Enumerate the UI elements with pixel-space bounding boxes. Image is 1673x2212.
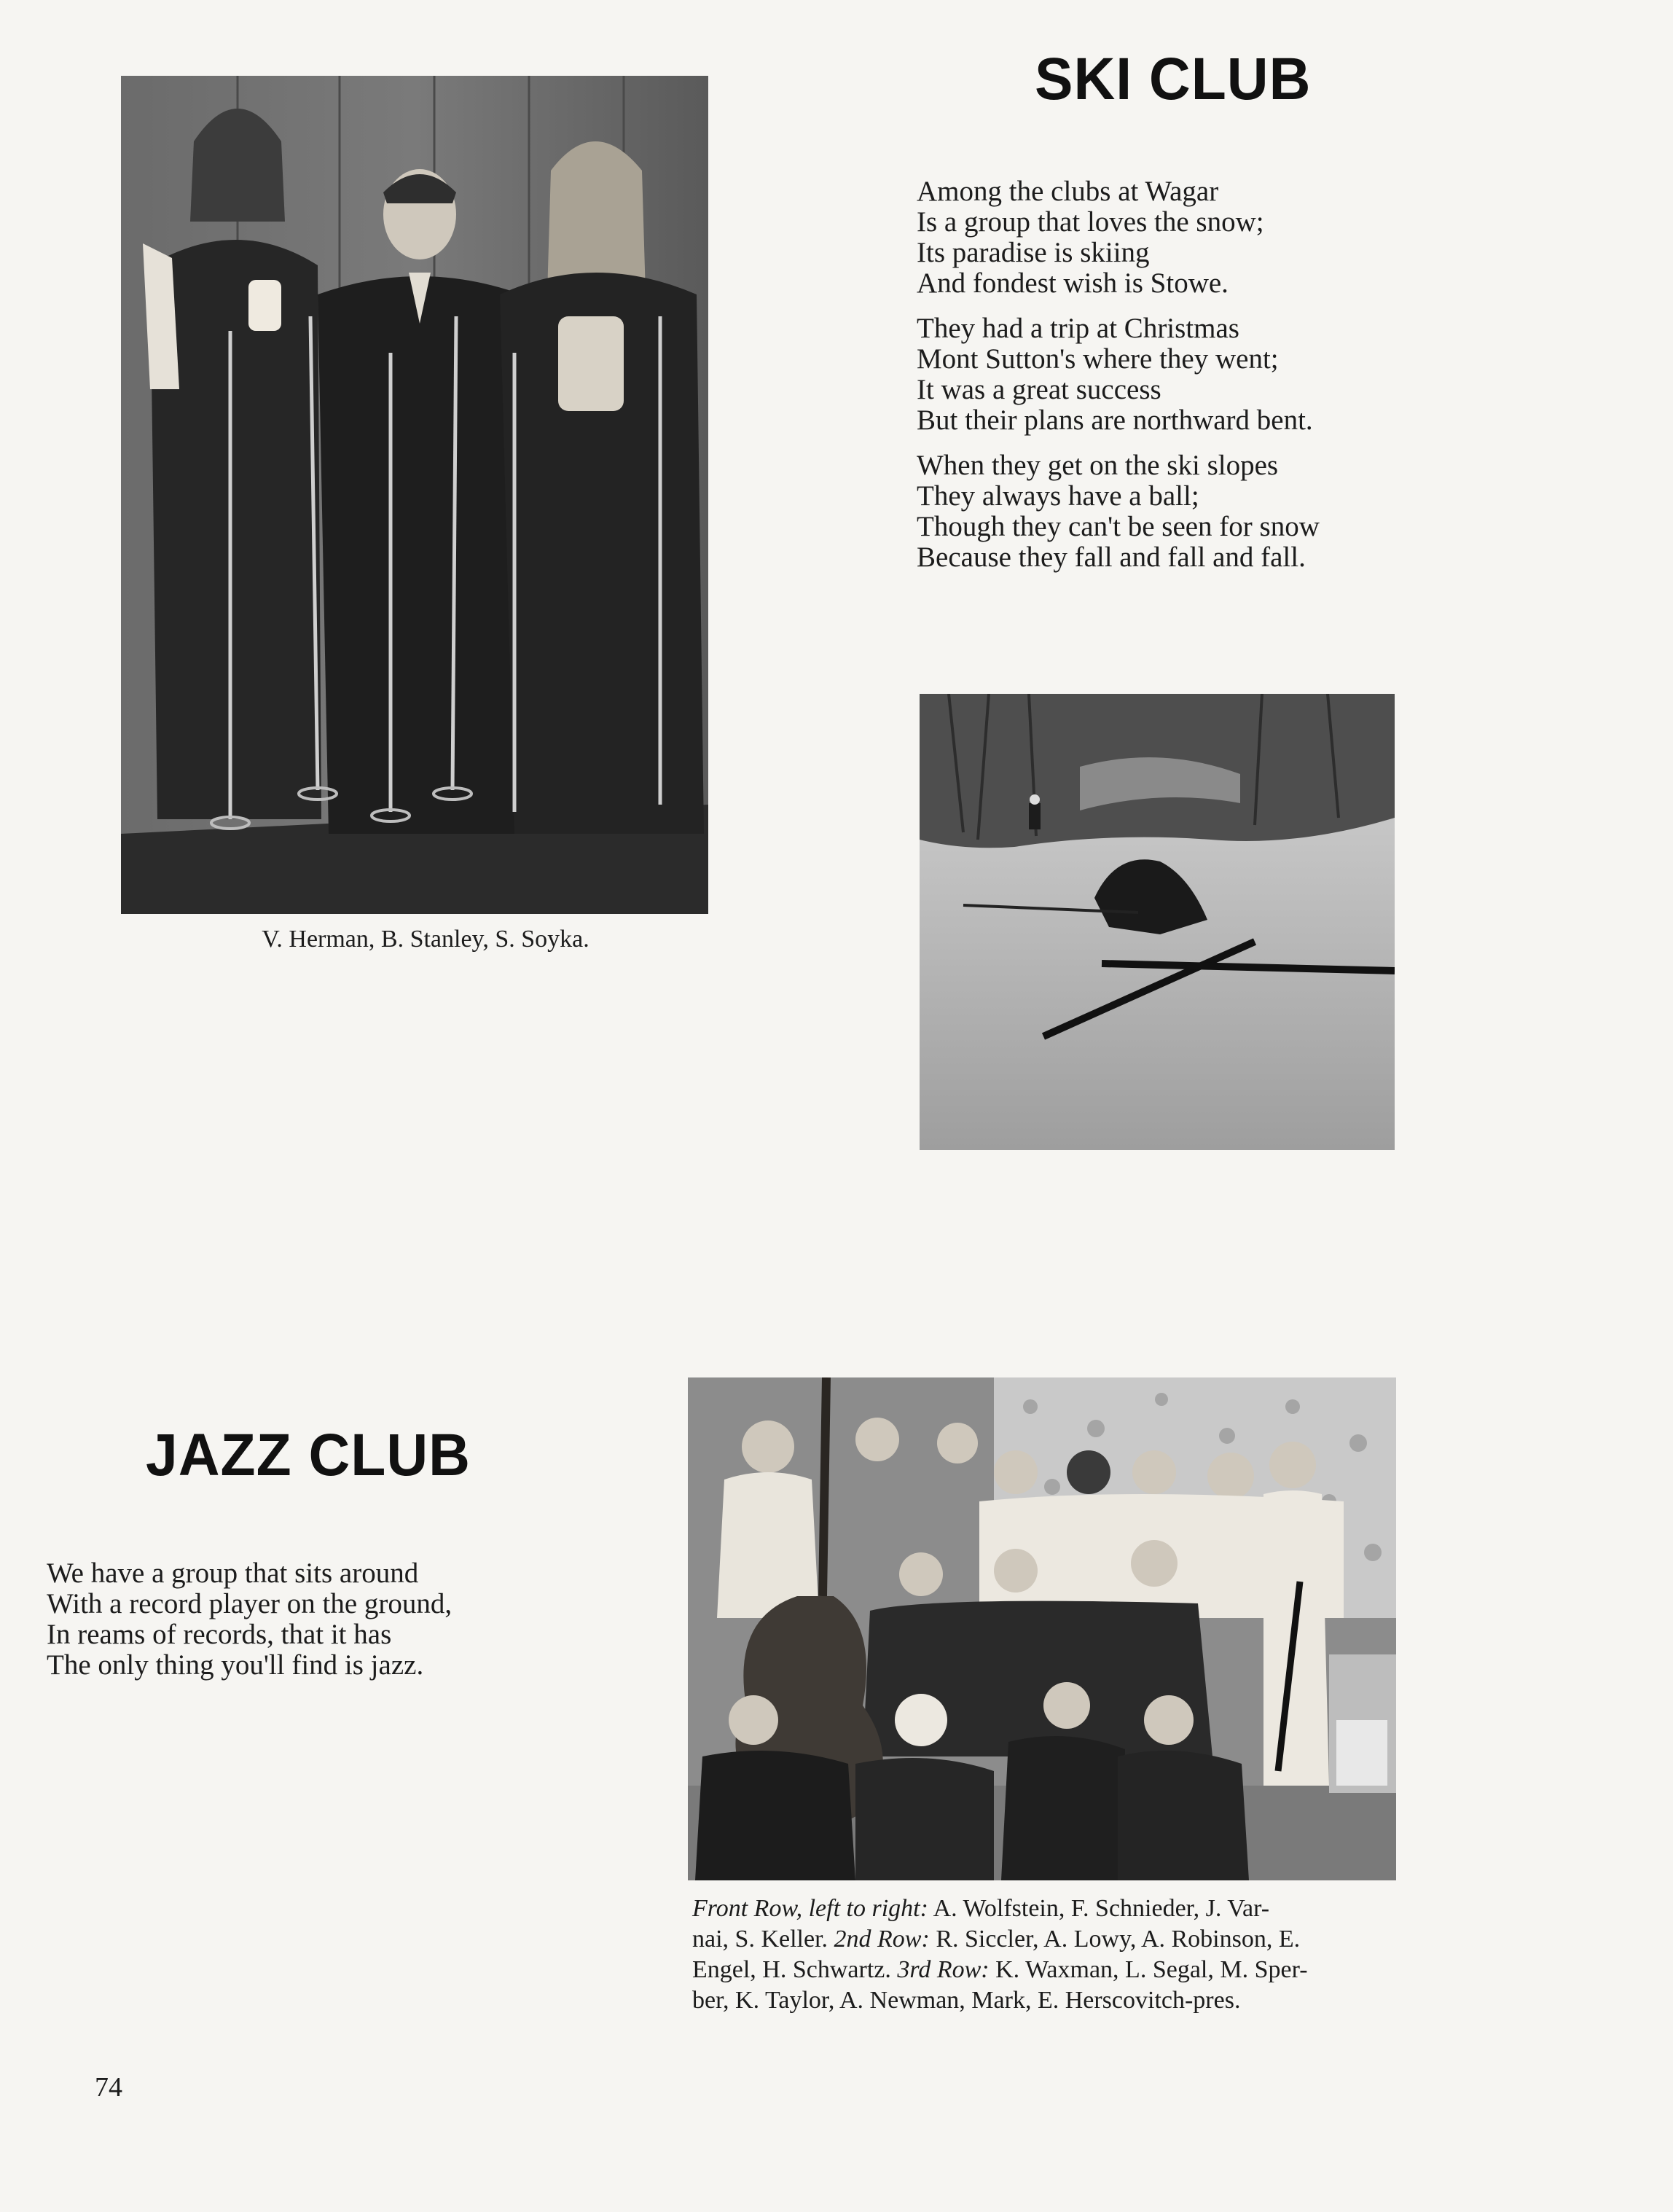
ski-club-poem xyxy=(917,176,1470,587)
poem-line: We have a group that sits around xyxy=(47,1558,419,1589)
page-number: 74 xyxy=(95,2072,122,2103)
second-row-label: 2nd Row: xyxy=(834,1926,930,1953)
jazz-club-poem xyxy=(47,1558,557,1695)
skier-photo xyxy=(920,694,1395,1150)
caption-line xyxy=(692,1894,1392,1924)
poem-line: But their plans are northward bent. xyxy=(917,405,1313,436)
poem-line: In reams of records, that it has xyxy=(47,1619,392,1650)
front-row-label: Front Row, left to right: xyxy=(692,1895,928,1922)
ski-club-photo-caption: V. Herman, B. Stanley, S. Soyka. xyxy=(262,926,589,953)
ski-club-group-photo xyxy=(121,76,708,914)
poem-stanza xyxy=(917,176,1470,299)
poem-stanza xyxy=(917,313,1470,436)
poem-line: Its paradise is skiing xyxy=(917,237,1150,268)
poem-line: They had a trip at Christmas xyxy=(917,313,1239,344)
poem-line: When they get on the ski slopes xyxy=(917,450,1279,481)
front-row-names-cont: nai, S. Keller. xyxy=(692,1926,828,1953)
poem-line: It was a great success xyxy=(917,374,1161,405)
jazz-club-group-photo xyxy=(688,1377,1396,1880)
second-row-names-cont: Engel, H. Schwartz. xyxy=(692,1956,891,1983)
poem-line: Among the clubs at Wagar xyxy=(917,176,1219,207)
jazz-club-title: JAZZ CLUB xyxy=(146,1422,471,1488)
poem-line: And fondest wish is Stowe. xyxy=(917,267,1229,299)
ski-club-title: SKI CLUB xyxy=(1035,46,1312,112)
second-row-names: R. Siccler, A. Lowy, A. Robinson, E. xyxy=(936,1926,1301,1953)
poem-stanza xyxy=(47,1558,557,1681)
poem-line: With a record player on the ground, xyxy=(47,1588,452,1619)
jazz-club-photo-caption xyxy=(692,1894,1392,2016)
poem-line: Is a group that loves the snow; xyxy=(917,206,1264,238)
third-row-label: 3rd Row: xyxy=(897,1956,990,1983)
front-row-names: A. Wolfstein, F. Schnieder, J. Var- xyxy=(933,1895,1270,1922)
poem-line: Though they can't be seen for snow xyxy=(917,511,1320,542)
poem-line: Mont Sutton's where they went; xyxy=(917,343,1279,375)
poem-line: They always have a ball; xyxy=(917,480,1199,512)
caption-line xyxy=(692,1924,1392,1955)
caption-line xyxy=(692,1955,1392,1985)
poem-line: Because they fall and fall and fall. xyxy=(917,542,1306,573)
caption-line xyxy=(692,1985,1392,2016)
third-row-names: K. Waxman, L. Segal, M. Sper- xyxy=(995,1956,1308,1983)
poem-stanza xyxy=(917,450,1470,573)
third-row-names-cont: ber, K. Taylor, A. Newman, Mark, E. Herscovitch-pres. xyxy=(692,1987,1241,2014)
poem-line: The only thing you'll find is jazz. xyxy=(47,1649,424,1681)
